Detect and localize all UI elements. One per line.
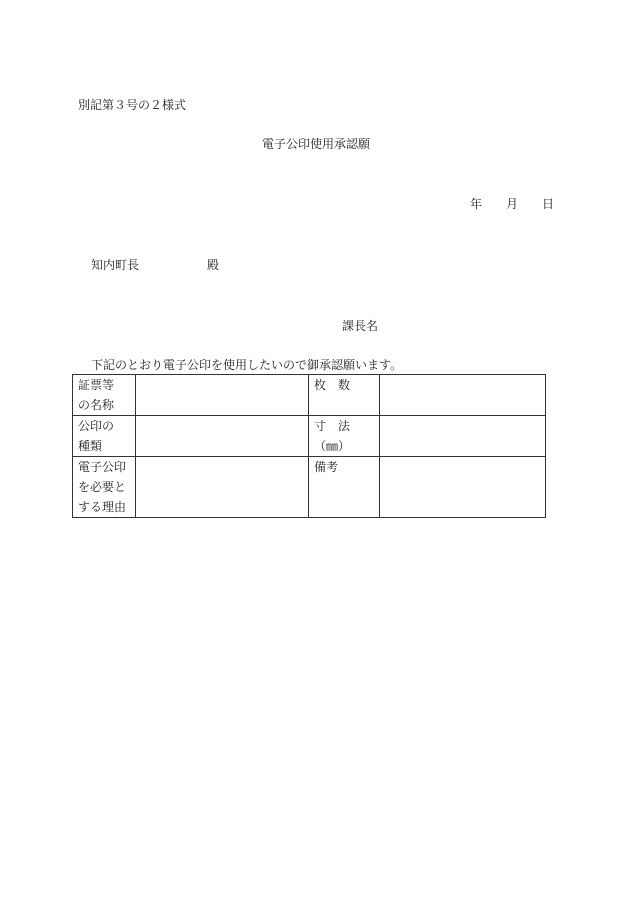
seal-type-label: 公印の 種類 [73, 416, 136, 457]
date-day-label: 日 [542, 197, 555, 211]
reason-label: 電子公印 を必要と する理由 [73, 457, 136, 518]
form-number: 別記第３号の２様式 [78, 98, 187, 112]
quantity-field[interactable] [380, 375, 546, 416]
reason-field[interactable] [136, 457, 309, 518]
date-year-label: 年 [470, 197, 483, 211]
remarks-field[interactable] [380, 457, 546, 518]
remarks-label: 備考 [309, 457, 380, 518]
dimensions-field[interactable] [380, 416, 546, 457]
dimensions-label: 寸 法 （㎜） [309, 416, 380, 457]
section-chief-label: 課長名 [342, 319, 379, 333]
date-month-label: 月 [506, 197, 519, 211]
table-row [73, 457, 546, 518]
document-title: 電子公印使用承認願 [262, 137, 371, 151]
request-statement: 下記のとおり電子公印を使用したいので御承認願います。 [91, 358, 403, 372]
date-line [470, 196, 554, 212]
certificate-name-field[interactable] [136, 375, 309, 416]
table-row [73, 375, 546, 416]
certificate-name-label: 証票等 の名称 [73, 375, 136, 416]
application-form-table [72, 374, 546, 518]
quantity-label: 枚 数 [309, 375, 380, 416]
seal-type-field[interactable] [136, 416, 309, 457]
addressee-name: 知内町長 [91, 258, 140, 272]
addressee-honorific: 殿 [207, 258, 220, 272]
table-row [73, 416, 546, 457]
